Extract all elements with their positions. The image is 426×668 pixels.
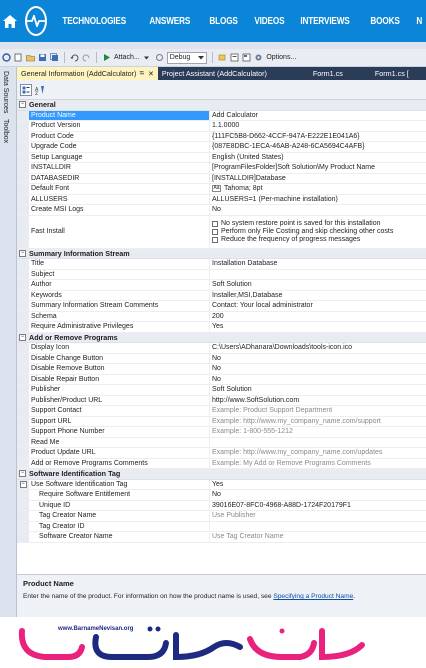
property-row[interactable] <box>17 205 426 216</box>
category-title: Summary Information Stream <box>29 248 130 258</box>
property-row[interactable] <box>17 396 426 407</box>
property-name: Product Version <box>29 121 210 131</box>
property-name: Require Administrative Privileges <box>29 322 210 332</box>
pin-icon[interactable]: ⭾ <box>139 70 144 77</box>
tab-label: Form1.cs [ <box>374 69 409 78</box>
property-row[interactable] <box>17 301 426 312</box>
site-logo-icon[interactable] <box>25 6 47 36</box>
property-value[interactable]: Yes <box>212 323 224 331</box>
data-sources-tab[interactable]: Data Sources <box>2 71 9 114</box>
property-value[interactable]: Use Tag Creator Name <box>212 533 284 541</box>
property-row[interactable] <box>17 354 426 365</box>
start-debug-icon[interactable] <box>102 53 111 62</box>
undo-icon[interactable] <box>70 53 79 62</box>
collapse-icon[interactable]: − <box>20 333 25 340</box>
property-name: Add or Remove Programs Comments <box>29 459 210 469</box>
category-software-identification-tag[interactable] <box>17 469 426 480</box>
property-row[interactable] <box>17 501 426 512</box>
checkbox[interactable] <box>212 221 218 227</box>
property-value[interactable]: Example: 1-800-555-1212 <box>212 428 293 436</box>
property-row[interactable] <box>17 490 426 501</box>
property-row[interactable] <box>17 111 426 122</box>
dropdown-arrow-icon[interactable] <box>143 53 152 62</box>
property-value[interactable]: Installation Database <box>212 260 278 268</box>
property-row[interactable] <box>17 522 426 533</box>
collapse-icon[interactable]: − <box>21 480 25 487</box>
property-value[interactable]: English (United States) <box>212 153 284 161</box>
gear-icon[interactable] <box>254 53 263 62</box>
configuration-value: Debug <box>169 54 191 61</box>
property-value[interactable]: 200 <box>212 312 224 320</box>
category-title: Add or Remove Programs <box>29 332 118 342</box>
properties-icon[interactable] <box>242 53 251 62</box>
main-toolbar <box>0 49 426 67</box>
property-row[interactable] <box>17 153 426 164</box>
tab-label: Form1.cs <box>312 69 343 78</box>
property-value[interactable] <box>210 270 426 280</box>
svg-text:Z: Z <box>35 91 39 95</box>
property-value[interactable]: Example: http://www.my_company_name.com/support <box>212 417 381 425</box>
property-row[interactable] <box>17 375 426 386</box>
property-name: Unique ID <box>29 501 210 511</box>
toolbar-separator <box>212 52 213 63</box>
property-value[interactable]: No <box>212 491 221 499</box>
back-icon[interactable] <box>2 53 11 62</box>
property-name: Support Phone Number <box>29 427 210 437</box>
alphabetical-sort-icon[interactable] <box>34 84 46 96</box>
property-value[interactable]: 1.1.0000 <box>212 122 240 130</box>
tab-form1-cs[interactable] <box>307 67 371 80</box>
property-row[interactable] <box>17 163 426 174</box>
property-row[interactable] <box>17 417 426 428</box>
fast-install-option[interactable]: No system restore point is saved for this installation <box>212 220 381 227</box>
property-value[interactable]: {111FC5B8-D662-4CCF-947A-E222E1E041A6} <box>212 132 360 140</box>
property-row[interactable] <box>17 459 426 470</box>
property-value[interactable]: Example: http://www.my_company_name.com/updates <box>212 449 383 457</box>
property-row[interactable] <box>17 322 426 333</box>
property-value[interactable]: Installer,MSI,Database <box>212 291 283 299</box>
property-name: Support Contact <box>29 406 210 416</box>
category-add-remove-programs[interactable] <box>17 333 426 344</box>
property-name: Require Software Entitlement <box>29 490 210 500</box>
site-nav <box>0 0 426 42</box>
property-name: Tag Creator ID <box>29 522 210 532</box>
property-name: INSTALLDIR <box>29 163 210 173</box>
find-icon[interactable] <box>218 53 227 62</box>
category-title: Software Identification Tag <box>29 469 121 479</box>
property-row[interactable] <box>17 142 426 153</box>
nav-videos[interactable]: VIDEOS <box>254 15 285 27</box>
property-value[interactable]: ALLUSERS=1 (Per-machine installation) <box>212 195 338 203</box>
property-row[interactable] <box>17 438 426 449</box>
property-value[interactable]: Yes <box>212 480 224 488</box>
property-value[interactable]: Example: Product Support Department <box>212 407 333 415</box>
toolbar-separator <box>64 52 65 63</box>
collapse-icon[interactable]: − <box>20 101 25 108</box>
property-value[interactable]: 39016E07-8FC0-4968-A88D-1724F20179F1 <box>212 501 351 509</box>
property-name: Default Font <box>29 184 210 194</box>
property-name: Publisher <box>29 385 210 395</box>
save-icon[interactable] <box>38 53 47 62</box>
font-preview-icon: Aa <box>213 185 220 192</box>
property-row[interactable] <box>17 259 426 270</box>
nav-more[interactable]: N <box>416 15 423 27</box>
property-name: Fast Install <box>29 216 210 248</box>
open-folder-icon[interactable] <box>26 53 35 62</box>
property-grid <box>17 100 426 574</box>
property-value[interactable]: No <box>212 365 221 373</box>
description-panel <box>17 574 426 617</box>
checkbox[interactable] <box>212 229 218 235</box>
toolbox-tab[interactable]: Toolbox <box>2 119 9 144</box>
property-value[interactable]: No <box>212 354 221 362</box>
property-row[interactable] <box>17 511 426 522</box>
nav-blogs[interactable]: BLOGS <box>209 15 238 27</box>
property-row[interactable] <box>17 343 426 354</box>
property-value[interactable]: Example: My Add or Remove Programs Comments <box>212 459 371 467</box>
property-grid-toolbar <box>17 80 426 100</box>
property-name: Disable Remove Button <box>29 364 210 374</box>
property-row[interactable] <box>17 291 426 302</box>
property-value[interactable]: No <box>212 375 221 383</box>
tab-label: General Information (AddCalculator) <box>21 69 137 78</box>
tab-project-assistant[interactable] <box>158 67 307 80</box>
categorized-view-icon[interactable] <box>20 84 32 96</box>
site-watermark <box>0 617 426 668</box>
property-name: Summary Information Stream Comments <box>29 301 210 311</box>
property-row-use-software-identification-tag[interactable] <box>17 480 426 491</box>
property-name: ALLUSERS <box>29 195 210 205</box>
property-row[interactable] <box>17 364 426 375</box>
specifying-product-name-link[interactable]: Specifying a Product Name <box>273 593 354 600</box>
property-row[interactable] <box>17 532 426 543</box>
property-name: Support URL <box>29 417 210 427</box>
property-value[interactable]: {087E8DBC-1ECA-46AB-A248-6CA5694C4AFB} <box>212 143 365 151</box>
property-name: Product Update URL <box>29 448 210 458</box>
watermark-url: www.BarnameNevisan.org <box>58 626 134 632</box>
property-row[interactable] <box>17 312 426 323</box>
property-name: Create MSI Logs <box>29 205 210 215</box>
nav-interviews[interactable]: INTERVIEWS <box>300 15 350 27</box>
attach-button[interactable]: Attach... <box>114 54 140 61</box>
close-icon[interactable]: ✕ <box>147 70 154 78</box>
property-row[interactable] <box>17 174 426 185</box>
property-name: Read Me <box>29 438 210 448</box>
property-value[interactable]: Aa Tahoma; 8pt <box>213 185 263 193</box>
property-name: Product Name <box>29 111 210 121</box>
property-value[interactable]: Use Publisher <box>212 512 256 520</box>
property-name: Software Creator Name <box>29 532 210 542</box>
property-value[interactable]: Soft Solution <box>212 386 252 394</box>
description-title: Product Name <box>23 579 74 588</box>
save-all-icon[interactable] <box>50 53 59 62</box>
property-name: Setup Language <box>29 153 210 163</box>
property-name: DATABASEDIR <box>29 174 210 184</box>
new-project-icon[interactable] <box>14 53 23 62</box>
property-value[interactable] <box>210 438 426 448</box>
property-name: Schema <box>29 312 210 322</box>
property-name: Product Code <box>29 132 210 142</box>
menu-bar <box>0 42 426 49</box>
property-row[interactable] <box>17 406 426 417</box>
tab-form1-cs-design[interactable] <box>371 67 413 80</box>
chevron-down-icon <box>198 55 204 60</box>
barnamenevisan-logo-icon <box>0 617 426 668</box>
property-value[interactable]: Soft Solution <box>212 281 252 289</box>
property-row[interactable] <box>17 132 426 143</box>
property-name: Upgrade Code <box>29 142 210 152</box>
options-button[interactable]: Options... <box>266 54 297 61</box>
property-value[interactable]: [INSTALLDIR]Database <box>212 174 286 182</box>
fast-install-option[interactable]: Perform only File Costing and skip checking other costs <box>212 228 393 235</box>
category-title: General <box>29 100 56 110</box>
svg-text:A: A <box>35 86 39 93</box>
property-row[interactable] <box>17 121 426 132</box>
nav-technologies[interactable]: TECHNOLOGIES <box>62 15 126 27</box>
tab-label: Project Assistant (AddCalculator) <box>161 69 267 78</box>
collapse-icon[interactable]: − <box>20 249 25 256</box>
property-row[interactable] <box>17 427 426 438</box>
configuration-select[interactable] <box>167 52 208 64</box>
description-text: Enter the name of the product. For information on how the product name is used, see Specifying a Product Name. <box>23 593 356 600</box>
property-name: Tag Creator Name <box>29 511 210 521</box>
property-name: Keywords <box>29 291 210 301</box>
property-name: Use Software Identification Tag <box>29 480 210 490</box>
side-tool-strip <box>0 67 17 617</box>
property-name: Author <box>29 280 210 290</box>
solution-explorer-icon[interactable] <box>230 53 239 62</box>
property-value[interactable]: http://www.SoftSolution.com <box>212 396 300 404</box>
property-row[interactable] <box>17 184 426 195</box>
nav-books[interactable]: BOOKS <box>370 15 400 27</box>
property-row[interactable] <box>17 270 426 281</box>
category-summary-information[interactable] <box>17 249 426 260</box>
refresh-icon[interactable] <box>155 53 164 62</box>
nav-answers[interactable]: ANSWERS <box>149 15 191 27</box>
toolbar-separator <box>96 52 97 63</box>
property-value[interactable]: C:\Users\ADhanara\Downloads\tools-icon.ico <box>212 344 353 352</box>
property-name: Disable Change Button <box>29 354 210 364</box>
checkbox[interactable] <box>212 237 218 243</box>
property-name: Publisher/Product URL <box>29 396 210 406</box>
property-row[interactable] <box>17 195 426 206</box>
home-icon[interactable] <box>0 0 21 42</box>
property-name: Display Icon <box>29 343 210 353</box>
fast-install-options <box>210 216 426 248</box>
property-row[interactable] <box>17 385 426 396</box>
tab-general-information[interactable] <box>17 67 158 80</box>
property-row[interactable] <box>17 280 426 291</box>
property-name: Subject <box>29 270 210 280</box>
property-value[interactable]: No <box>212 206 221 214</box>
property-value[interactable]: [ProgramFilesFolder]Soft Solution\My Product Name <box>212 164 376 172</box>
property-value[interactable]: Add Calculator <box>212 111 258 119</box>
property-name: Disable Repair Button <box>29 375 210 385</box>
document-tab-bar <box>17 67 426 80</box>
property-row-fast-install[interactable] <box>17 216 426 249</box>
collapse-icon[interactable]: − <box>20 470 25 477</box>
redo-icon[interactable] <box>82 53 91 62</box>
fast-install-option[interactable]: Reduce the frequency of progress messages <box>212 236 360 243</box>
property-row[interactable] <box>17 448 426 459</box>
property-value[interactable] <box>210 522 426 532</box>
property-value[interactable]: Contact: Your local administrator <box>212 302 313 310</box>
category-general[interactable] <box>17 100 426 111</box>
property-name: Title <box>29 259 210 269</box>
